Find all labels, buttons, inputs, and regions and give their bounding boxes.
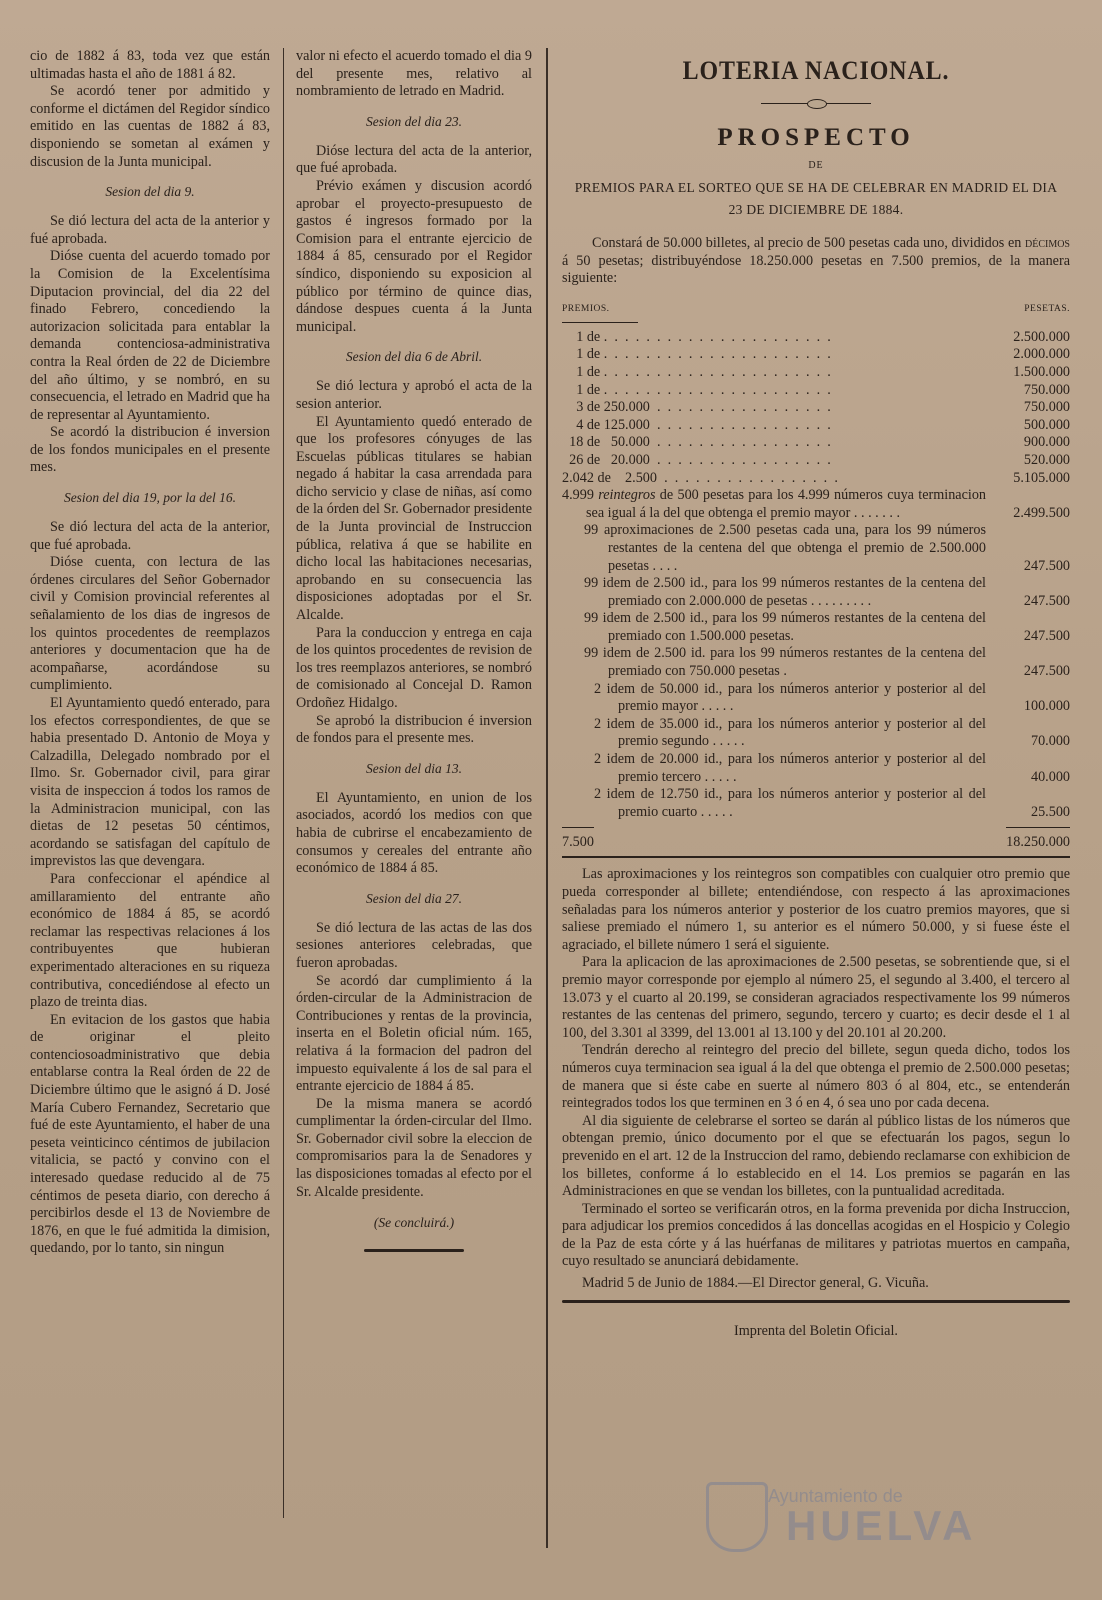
total-amount: 18.250.000	[1006, 827, 1070, 852]
aproximacion-text: 2 idem de 20.000 id., para los números anterior y posterior al del premio tercero . . . . .	[594, 751, 986, 785]
premios-header: PREMIOS.	[562, 303, 610, 314]
paragraph: Dióse lectura del acta de la anterior, que fué aprobada.	[296, 142, 532, 177]
prize-table	[562, 329, 1070, 487]
prize-label: 1 de . . . . . . . . . . . . . . . . . . . . . .	[562, 328, 831, 345]
aproximacion-amount: 247.500	[1023, 592, 1070, 609]
prize-amount: 2.500.000	[1013, 328, 1070, 345]
session-heading: Sesion del dia 13.	[366, 760, 462, 776]
reintegros-text	[562, 487, 986, 522]
aproximacion-text: 2 idem de 50.000 id., para los números anterior y posterior al del premio mayor . . . . .	[594, 680, 986, 715]
total-row	[562, 827, 1070, 852]
prize-amount: 750.000	[1023, 399, 1070, 416]
column-2	[296, 48, 532, 1252]
watermark-city: HUELVA	[786, 1502, 977, 1549]
aproximacion-row	[562, 751, 1070, 786]
paragraph: Al dia siguiente de celebrarse el sorteo se darán al público listas de los números que obtengan premio, único documento por el que se efectuarán los pagos, segun lo prevenido en el art. 12 de la Instruccion del ramo, debiendo reclamarse con exhibicion de los billetes, conforme á lo establecido en el 14. Los premios se pagarán en las Administraciones en que se vendan los billetes, con la puntualidad acreditada.	[562, 1112, 1070, 1200]
reintegros-count: 4.999	[562, 487, 594, 504]
prize-row	[562, 452, 1070, 470]
prospecto-heading: PROSPECTO	[717, 124, 915, 151]
prize-amount: 1.500.000	[1013, 363, 1070, 380]
paragraph: cio de 1882 á 83, toda vez que están ultimadas hasta el año de 1881 á 82.	[30, 48, 270, 82]
paragraph: El Ayuntamiento quedó enterado, para los efectos correspondientes, de que se habia presentado D. Antonio de Moya y Calzadilla, Delegado nombrado por el Ilmo. Sr. Gobernador civil, para girar visita de inspeccion á todos los ramos de la Administracion municipal, con las dietas de 12 pesetas 50 céntimos, acordando se satisfagan del capítulo de imprevistos las que devengara.	[30, 695, 270, 870]
paragraph: Las aproximaciones y los reintegros son compatibles con cualquier otro premio que pueda corresponder al billete; entendiéndose, con respecto á las aproximaciones señaladas para los números anterior y posterior de los cuatro premios mayores, que si saliese premiado el número 1, su anterior es el número 50.000, y si fuese éste el agraciado, el billete número 1 será el siguiente.	[562, 866, 1070, 953]
header-rule	[562, 322, 638, 323]
prize-label: 1 de . . . . . . . . . . . . . . . . . . . . . .	[562, 346, 831, 363]
paragraph: Dióse cuenta, con lectura de las órdenes circulares del Señor Gobernador civil y Comision provincial referentes al señalamiento de los dias de ingresos de los quintos procedentes de reemplazos anteriores y documentacion que ha de acompañarse, acordándose su cumplimiento.	[30, 554, 270, 694]
intro-paragraph	[562, 235, 1070, 288]
paragraph: Se dió lectura del acta de la anterior, que fué aprobada.	[30, 519, 270, 553]
continued-note: (Se concluirá.)	[373, 1215, 455, 1231]
aproximacion-text: 99 idem de 2.500 id. para los 99 números restantes de la centena del premiado con 750.000 pesetas .	[584, 645, 986, 680]
aproximacion-amount: 70.000	[1030, 733, 1070, 750]
session-heading: Sesion del dia 9.	[105, 184, 195, 200]
aproximacion-amount: 25.500	[1030, 803, 1070, 820]
end-rule	[364, 1249, 464, 1252]
paragraph: Dióse cuenta del acuerdo tomado por la Comision de la Excelentísima Diputacion provincial, del dia 22 del finado Febrero, concediendo la autorizacion solicitada para entablar la demanda contenciosa-administrativa contra la Real órden de 22 de Diciembre del año último, y se nombró, en su consecuencia, el letrado en Madrid que ha de representar al Ayuntamiento.	[30, 248, 270, 423]
column-divider	[546, 48, 548, 1548]
de-label: DE	[808, 160, 824, 171]
watermark-logo	[706, 1478, 1006, 1558]
paragraph: Tendrán derecho al reintegro del precio del billete, segun queda dicho, todos los números cuya terminacion sea igual á la del que obtenga el premio de 2.500.000 pesetas; de manera que si éste cabe en suerte al número 803 ó al 804, etc., se entenderán reintegrados todos los que terminen en 3 ó en 4, ó sea uno por cada decena.	[562, 1042, 1070, 1112]
prize-row	[562, 399, 1070, 417]
prize-row	[562, 434, 1070, 452]
session-heading: Sesion del dia 19, por la del 16.	[63, 490, 237, 506]
prize-label: 18 de 50.000 . . . . . . . . . . . . . . . . .	[562, 434, 831, 451]
aproximacion-row	[562, 610, 1070, 645]
intro-text: Constará de 50.000 billetes, al precio de 500 pesetas cada uno, divididos en	[592, 235, 1022, 251]
total-rule	[562, 856, 1070, 858]
paragraph: Prévio exámen y discusion acordó aprobar el proyecto-presupuesto de gastos é ingresos formado por la Comision para el entrante ejercicio de 1884 á 85, censurado por el Regidor síndico, disponiendo su exposicion al público por término de quince dias, dándose despues cuenta á la Junta municipal.	[296, 177, 532, 335]
prize-label: 4 de 125.000 . . . . . . . . . . . . . . . . .	[562, 416, 831, 433]
paragraph: Terminado el sorteo se verificarán otros, en la forma prevenida por dicha Instruccion, para adjudicar los premios concedidos á las doncellas acogidas en el Hospicio y Colegio de la Paz de esta córte y á las huérfanas de militares y patriotas muertos en campaña, cuyo resultado se anunciará debidamente.	[562, 1200, 1070, 1270]
reintegros-word: reintegros	[598, 487, 656, 504]
prize-row	[562, 364, 1070, 382]
aproximacion-text: 99 aproximaciones de 2.500 pesetas cada una, para los 99 números restantes de la centena del que obtenga el premio de 2.500.000 pesetas . . . .	[584, 522, 986, 574]
paragraph: Se dió lectura de las actas de las dos sesiones anteriores celebradas, que fueron aprobadas.	[296, 919, 532, 971]
aproximacion-amount: 247.500	[1023, 557, 1070, 574]
prize-row	[562, 470, 1070, 488]
aproximacion-row	[562, 645, 1070, 680]
paragraph: El Ayuntamiento quedó enterado de que los profesores cónyuges de las Escuelas públicas titulares se habian negado á habitar la casa arrendada para dicho servicio y clase de niñas, así como de la órden del Sr. Gobernador presidente de la Junta provincial de Instruccion pública, relativa á que se habilite en dicho local las habitaciones necesarias, aprobando en su consecuencia las disposiciones adoptadas por el Sr. Alcalde.	[296, 413, 532, 624]
prize-row	[562, 417, 1070, 435]
paragraph: valor ni efecto el acuerdo tomado el dia 9 del presente mes, relativo al nombramiento de letrado en Madrid.	[296, 48, 532, 100]
paragraph: Se acordó tener por admitido y conforme el dictámen del Regidor síndico emitido en las cuentas de 1882 á 83, disponiendo se sometan al exámen y discusion de la Junta municipal.	[30, 83, 270, 170]
intro-text: á 50 pesetas; distribuyéndose 18.250.000 pesetas en 7.500 premios, de la manera siguiente:	[562, 252, 1070, 287]
prize-amount: 520.000	[1023, 451, 1070, 468]
aproximacion-row	[562, 786, 1070, 821]
lottery-title: LOTERIA NACIONAL.	[682, 56, 950, 85]
reintegros-row	[562, 487, 1070, 522]
total-count: 7.500	[562, 827, 594, 852]
aproximacion-amount: 100.000	[1023, 698, 1070, 715]
draw-subtitle-date: 23 DE DICIEMBRE DE 1884.	[728, 202, 904, 217]
paragraph: El Ayuntamiento, en union de los asociados, acordó los medios con que habia de cubrirse el encabezamiento de consumos y cereales del entrante año económico de 1884 á 85.	[296, 789, 532, 877]
session-heading: Sesion del dia 27.	[366, 890, 462, 906]
printer-imprint: Imprenta del Boletin Oficial.	[734, 1323, 898, 1340]
column-1	[30, 48, 270, 1258]
prize-amount: 500.000	[1023, 416, 1070, 433]
reintegros-amount: 2.499.500	[1013, 504, 1070, 521]
paragraph: Se acordó la distribucion é inversion de los fondos municipales en el presente mes.	[30, 424, 270, 476]
paragraph: Se aprobó la distribucion é inversion de fondos para el presente mes.	[296, 712, 532, 747]
pesetas-header: PESETAS.	[1024, 303, 1070, 314]
aproximacion-row	[562, 681, 1070, 716]
session-heading: Sesion del dia 6 de Abril.	[345, 349, 483, 365]
paragraph: Se dió lectura y aprobó el acta de la sesion anterior.	[296, 378, 532, 412]
column-3-lottery	[562, 48, 1070, 1340]
aproximacion-amount: 247.500	[1023, 627, 1070, 644]
table-header	[562, 304, 1070, 314]
prize-label: 26 de 20.000 . . . . . . . . . . . . . . . . .	[562, 451, 831, 468]
aproximacion-amount: 247.500	[1023, 663, 1070, 680]
aproximacion-text: 2 idem de 12.750 id., para los números anterior y posterior al del premio cuarto . . . . .	[594, 786, 986, 820]
prize-row	[562, 382, 1070, 400]
paragraph: Se dió lectura del acta de la anterior y fué aprobada.	[30, 213, 270, 247]
draw-subtitle	[562, 177, 1070, 221]
column-divider	[283, 48, 284, 1518]
paragraph: De la misma manera se acordó cumplimentar la órden-circular del Ilmo. Sr. Gobernador civil sobre la eleccion de compromisarios para la de Senadores y las disposiciones tomadas al efecto por el Sr. Alcalde presidente.	[296, 1095, 532, 1200]
ornament-rule	[761, 98, 871, 110]
closing-rule	[562, 1300, 1070, 1303]
intro-decimos: décimos	[1024, 235, 1070, 251]
aproximaciones-list	[562, 522, 1070, 821]
prize-label: 3 de 250.000 . . . . . . . . . . . . . . . . .	[562, 399, 831, 416]
prize-label: 1 de . . . . . . . . . . . . . . . . . . . . . .	[562, 363, 831, 380]
aproximacion-amount: 40.000	[1030, 768, 1070, 785]
paragraph: Se acordó dar cumplimiento á la órden-circular de la Administracion de Contribuciones y rentas de la provincia, inserta en el Boletin oficial núm. 165, relativa á la formacion del padron del impuesto equivalente á los de sal para el entrante ejercicio de 1884 á 85.	[296, 972, 532, 1095]
prize-amount: 5.105.000	[1013, 469, 1070, 486]
reintegros-desc: de 500 pesetas para los 4.999 números cuya terminacion sea igual á la del que obtenga el premio mayor . . . . . . .	[586, 487, 987, 521]
aproximacion-row	[562, 522, 1070, 575]
aproximacion-row	[562, 716, 1070, 751]
aproximacion-row	[562, 575, 1070, 610]
shield-icon	[706, 1482, 768, 1552]
prize-label: 2.042 de 2.500 . . . . . . . . . . . . . . . . .	[562, 469, 838, 486]
paragraph: Para confeccionar el apéndice al amillaramiento del entrante año económico de 1884 á 85, se acordó reclamar las respectivas relaciones á los contribuyentes que hubieran experimentado alteraciones en su riqueza contributiva, concediéndose al efecto un plazo de treinta dias.	[30, 870, 270, 1011]
paragraph: Para la conduccion y entrega en caja de los quintos procedentes de revision de los tres reemplazos anteriores, se nombró de comisionado al Concejal D. Ramon Ordoñez Hidalgo.	[296, 624, 532, 711]
prize-label: 1 de . . . . . . . . . . . . . . . . . . . . . .	[562, 381, 831, 398]
session-heading: Sesion del dia 23.	[366, 113, 462, 129]
prize-row	[562, 329, 1070, 347]
prize-row	[562, 346, 1070, 364]
paragraph: Para la aplicacion de las aproximaciones de 2.500 pesetas, se sobrentiende que, si el premio mayor corresponde por ejemplo al número 25, el segundo al 3.400, el tercero al 13.073 y el cuarto al 20.199, se consideran agraciados respectivamente los 99 números restantes de las centenas del primero, segundo, tercero y cuarto; es decir desde el 1 al 100, del 3.301 al 3399, del 13.001 al 13.100 y del 20.101 al 20.200.	[562, 954, 1070, 1041]
prize-amount: 900.000	[1023, 434, 1070, 451]
prize-amount: 2.000.000	[1013, 346, 1070, 363]
aproximacion-text: 2 idem de 35.000 id., para los números anterior y posterior al del premio segundo . . . . .	[594, 715, 986, 750]
aproximacion-text: 99 idem de 2.500 id., para los 99 números restantes de la centena del premiado con 1.500.000 pesetas.	[584, 610, 986, 644]
signature-line: Madrid 5 de Junio de 1884.—El Director general, G. Vicuña.	[582, 1275, 929, 1292]
prize-amount: 750.000	[1023, 381, 1070, 398]
aproximacion-text: 99 idem de 2.500 id., para los 99 números restantes de la centena del premiado con 2.000.000 de pesetas . . . . . . . . .	[584, 575, 986, 609]
watermark-text: Ayuntamiento de	[768, 1486, 903, 1506]
draw-subtitle-line: PREMIOS PARA EL SORTEO QUE SE HA DE CELEBRAR EN MADRID EL DIA	[574, 180, 1058, 195]
paragraph: En evitacion de los gastos que habia de originar el pleito contenciosoadministrativo que debia entablarse contra la Real órden de 22 de Diciembre último que le asignó á D. José María Cubero Fernandez, Secretario que fué de este Ayuntamiento, el haber de una peseta veinticinco céntimos de jubilacion vitalicia, se pactó y convino con el interesado quedase reducido al de 75 céntimos de peseta diario, con derecho á percibirlos desde el 13 de Noviembre de 1876, en que le fué admitida la dimision, quedando, por lo tanto, sin ningun	[30, 1011, 270, 1257]
